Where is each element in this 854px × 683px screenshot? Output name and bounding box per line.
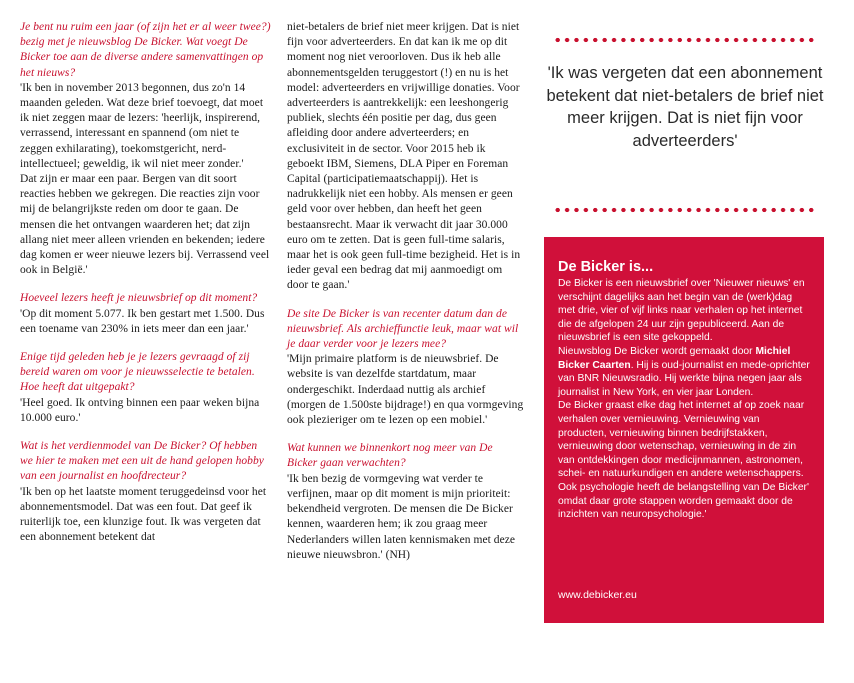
interview-answer: 'Mijn primaire platform is de nieuwsbrief. De website is van dezelfde startdatum, maar ondergeschikt. Inderdaad nuttig als archief (morgen de 1.500ste bijdrage!) en qua vormgeving ook plezieriger om te lezen op een mobiel.'	[287, 353, 524, 427]
pull-quote: 'Ik was vergeten dat een abonnement betekent dat niet-betalers de brief niet meer krijgen. Dat is niet fijn voor adverteerders'	[546, 64, 824, 150]
pullquote-bottom-dots	[553, 207, 816, 213]
pullquote-top-dots	[553, 37, 816, 43]
interview-question: De site De Bicker is van recenter datum dan de nieuwsbrief. Als archieffunctie leuk, maar wat wil je daar verder voor je lezers mee?	[287, 307, 519, 351]
sidebar-box-title: De Bicker is...	[558, 259, 654, 275]
interview-answer: niet-betalers de brief niet meer krijgen. Dat is niet fijn voor adverteerders. En dat kan ik me op dit moment nog niet veroorloven. Dus ik heb alle abonnementsgelden teruggestort (!) en nu is het model: adverteerders en vrijwillige donaties. Voor adverteerders is aantrekkelijk: een leeshongerig publiek, slechts één positie per dag, dus geen afleiding door andere adverteerders; en exclusiviteit in de sector. Voor 2015 heb ik geboekt IBM, Siemens, DLA Piper en Foreman Capital (participatiemaatschappij). Het is nadrukkelijk niet een hobby. Als mensen er geen geld voor over hebben, dan heeft het geen bestaansrecht. Maar ik verwacht dit jaar 30.000 euro om te zetten. Dat is geen full-time salaris, maar het is ook geen full-time bezigheid. Het is in ieder geval een bedrag dat mij aanmoedigt om door te gaan.'	[287, 21, 521, 292]
interview-answer: 'Ik ben bezig de vormgeving wat verder te verfijnen, maar op dit moment is mijn prioriteit: bekendheid vergroten. De mensen die De Bicker kennen, waarderen hem; ik zou graag meer Nederlanders willen laten kennismaken met deze nieuwe nieuwsbron.' (NH)	[287, 472, 516, 561]
interview-question: Hoeveel lezers heeft je nieuwsbrief op dit moment?	[20, 292, 258, 305]
paragraph-spacer	[287, 428, 525, 441]
sidebar-box	[544, 237, 824, 623]
website-link[interactable]: www.debicker.eu	[558, 589, 637, 601]
interview-question: Wat kunnen we binnenkort nog meer van De Bicker gaan verwachten?	[287, 442, 493, 470]
paragraph-spacer	[20, 337, 273, 350]
paragraph-spacer	[20, 278, 273, 291]
sidebar-box-p2-pre: Nieuwsblog De Bicker wordt gemaakt door	[558, 345, 756, 357]
interview-answer: Dat zijn er maar een paar. Bergen van dit soort reacties hebben we gekregen. Die reacties zijn voor mij de belangrijkste reden om door te gaan. De mensen die het ontvangen waarderen het; dat zijn allang niet meer alleen vrienden en bekenden; iedere dag komen er weer nieuwe lezers bij. Verrassend veel ook in België.'	[20, 173, 270, 277]
sidebar-box-paragraph-3: De Bicker graast elke dag het internet af op zoek naar verhalen over vernieuwing. Vernieuwing van producten, vernieuwing binnen bedrijfstakken, vernieuwing door wetenschap, vernieuwing in de zin van ontdekkingen door medicijnmannen, astronomen, schei- en natuurkundigen en andere wetenschappers. Ook psychologie heeft de belangstelling van De Bicker' omdat daar grote stappen worden gemaakt door de inzichten van neuropsychologie.'	[558, 400, 809, 521]
article-column-2	[287, 20, 525, 563]
sidebar-box-paragraph-2	[558, 345, 810, 399]
interview-question: Je bent nu ruim een jaar (of zijn het er al weer twee?) bezig met je nieuwsblog De Bicker. Wat voegt De Bicker toe aan de diverse andere samenvattingen op het nieuws?	[20, 21, 271, 79]
interview-answer: 'Ik ben op het laatste moment teruggedeinsd voor het abonnementsmodel. Dat was een fout. Dat geef ik ruiterlijk toe, een klunzige fout. Ik was vergeten dat een abonnement betekent dat	[20, 485, 267, 544]
interview-answer: 'Op dit moment 5.077. Ik ben gestart met 1.500. Dus een toename van 230% in iets meer dan een jaar.'	[20, 307, 265, 335]
interview-question: Wat is het verdienmodel van De Bicker? Of hebben we hier te maken met een uit de hand gelopen hobby van een journalist en hoofdrecteur?	[20, 440, 264, 483]
interview-answer: 'Ik ben in november 2013 begonnen, dus zo'n 14 maanden geleden. Wat deze brief toevoegt, dat moet ik niet zeggen maar de lezers: 'heerlijk, inspirerend, verrassend, interessant en spannend (om niet te zeggen exhilarating), toekomstgericht, nerd-intellectueel; geweldig, ik wil niet meer zonder.'	[20, 81, 264, 170]
interview-question: Enige tijd geleden heb je je lezers gevraagd of zij bereid waren om voor je nieuwsselectie te betalen. Hoe heeft dat uitgepakt?	[20, 351, 255, 394]
paragraph-spacer	[287, 294, 525, 307]
paragraph-spacer	[20, 426, 273, 439]
sidebar-box-paragraph-1: De Bicker is een nieuwsbrief over 'Nieuwer nieuws' en verschijnt dagelijks aan het begin van de (werk)dag met drie, vier of vijf links naar verhalen op het internet die de afgelopen 24 uur zijn gepubliceerd. Aan de nieuwsbrief is een site gekoppeld.	[558, 278, 805, 344]
sidebar-box-p2-post: . Hij is oud-journalist en mede-oprichter van BNR Nieuwsradio. Hij werkte bijna negen jaar als journalist in New York, en vier jaar Londen.	[558, 359, 810, 398]
interview-answer: 'Heel goed. Ik ontving binnen een paar weken bijna 10.000 euro.'	[20, 396, 260, 424]
article-column-1	[20, 20, 273, 546]
author-name: Michiel Bicker Caarten	[558, 345, 791, 371]
